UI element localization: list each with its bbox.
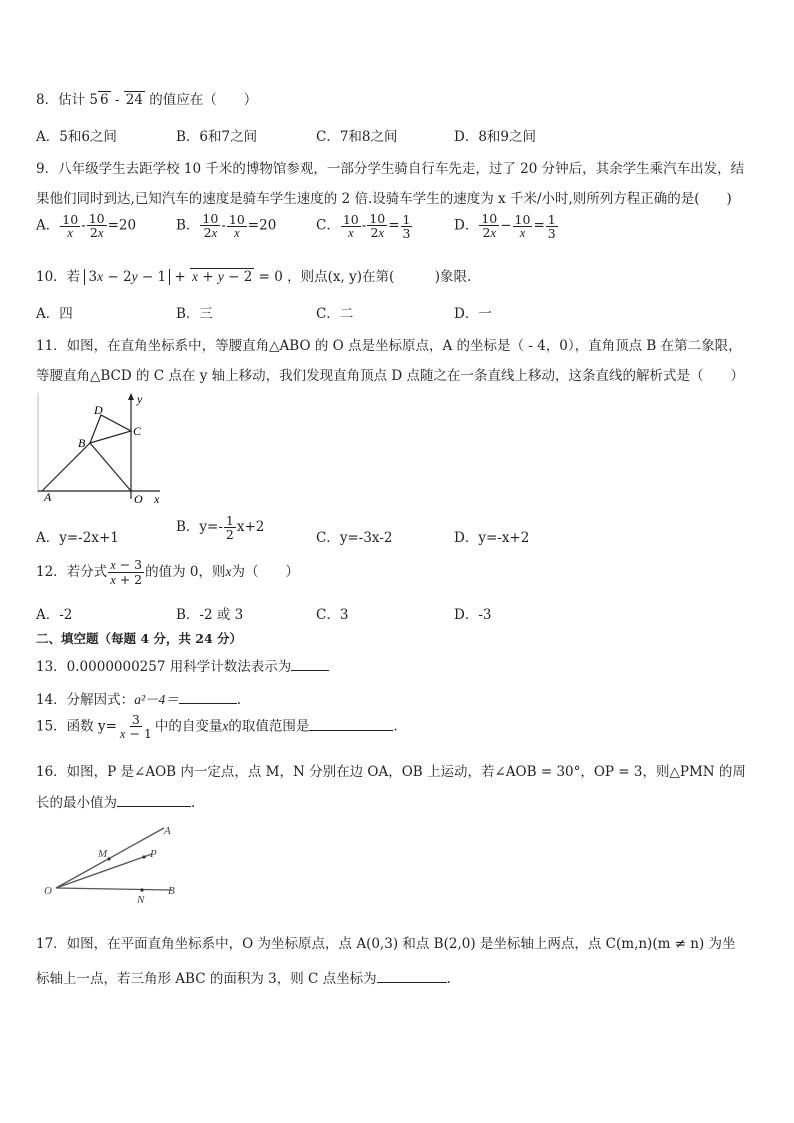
q13-blank [291,656,329,671]
label-m: M [98,848,108,860]
q9-line2: 果他们同时到达,已知汽车的速度是骑车学生速度的 2 倍.设骑车学生的速度为 x 千米/小时,则所列方程正确的是( ) [36,191,732,207]
label-d: D [94,403,103,417]
q11-line2: 等腰直角△BCD 的 C 点在 y 轴上移动，我们发现直角顶点 D 点随之在一条直线上移动，这条直线的解析式是（ ） [36,368,745,384]
section-title: 二、填空题（每题 4 分，共 24 分） [36,631,243,646]
q15-fraction: $\frac{3}{x - 1}$ [119,712,152,742]
q8-option-d: D．8和9之间 [454,129,537,145]
q10-option-d: D．一 [454,306,492,322]
question-12 [36,558,299,587]
q15-blank [309,716,393,731]
q12-var: x [225,564,232,580]
q12-fraction: $\frac{x - 3}{x + 2}$ [110,557,143,588]
q14-blank [179,689,237,704]
question-13: 13．0.0000000257 用科学计数法表示为 [36,655,329,675]
q17-line2: 标轴上一点，若三角形 ABC 的面积为 3，则 C 点坐标为 . [36,967,451,987]
label-o: O [134,492,143,505]
label-a: A [44,490,52,504]
label-n: N [137,894,145,904]
q11-option-b: B．y=- $\frac{1}{2}$ x+2 [176,513,265,543]
q9-option-d: D． $\frac{10}{2x}$ − $\frac{10}{x}$ = $\frac{1}{3}$ [454,211,556,241]
q12-suffix: 为（ ） [231,564,300,581]
question-15: 15．函数 y= $\frac{3}{x - 1}$ 中的自变量x的取值范围是 . [36,712,398,742]
q8-suffix: 的值应在（ ） [149,92,258,108]
label-a: A [164,825,171,837]
q9-line1: 9．八年级学生去距学校 10 千米的博物馆参观，一部分学生骑自行车先走，过了 20 分钟后，其余学生乘汽车出发，结 [36,161,745,177]
q11-line1: 11．如图，在直角坐标系中，等腰直角△ABO 的 O 点是坐标原点，A 的坐标是（ - 4，0），直角顶点 B 在第二象限， [36,338,742,354]
label-c: C [133,424,142,438]
q10-suffix: ，则点(x, y)在第( )象限. [287,269,472,285]
q12-option-d: D．-3 [454,607,492,623]
q11-option-c: C．y=-3x-2 [316,530,393,546]
q11-option-d: D．y=-x+2 [454,530,530,546]
q10-option-c: C．二 [316,306,354,322]
q8-prefix: 8．估计 [36,92,86,108]
q17-line1: 17．如图，在平面直角坐标系中，O 为坐标原点，点 A(0,3) 和点 B(2,0) 是坐标轴上两点，点 C(m,n)(m ≠ n) 为坐 [36,936,736,952]
q12-option-b: B．-2 或 3 [176,607,244,623]
q9-option-c: C． $\frac{10}{x}$ - $\frac{10}{2x}$ = $\frac{1}{3}$ [316,211,411,241]
q10-expression: 3x − 2y − 1 + x + y − 2 = 0 [84,268,282,285]
label-p: P [150,848,157,860]
q16-blank [117,792,191,807]
label-o: O [44,885,52,897]
q8-option-a: A．5和6之间 [36,129,117,145]
q10-option-b: B．三 [176,306,213,322]
q17-blank [377,968,447,983]
q12-prefix: 12．若分式 [36,564,108,581]
q16-line2: 长的最小值为 . [36,791,195,811]
q9-option-b: B． $\frac{10}{2x}$ - $\frac{10}{x}$ =20 [176,211,277,241]
question-8 [36,88,257,108]
label-y: y [137,393,143,406]
q8-option-c: C．7和8之间 [316,129,398,145]
q8-expression: 5 6 - 24 [89,92,143,108]
question-10 [36,265,471,285]
label-x: x [154,492,160,505]
q12-option-c: C．3 [316,607,349,623]
q14-expression: a²－4＝ [134,692,179,707]
q11-option-a: A．y=-2x+1 [36,530,119,546]
q16-figure [40,820,190,904]
q11-figure [36,393,166,505]
q12-mid: 的值为 0，则 [145,564,226,581]
label-b: B [168,885,175,897]
q9-option-a: A． $\frac{10}{x}$ - $\frac{10}{2x}$ =20 [36,211,137,241]
label-b: B [78,436,86,450]
q16-line1: 16．如图，P 是∠AOB 内一定点，点 M，N 分别在边 OA，OB 上运动，若∠AOB = 30°，OP = 3，则△PMN 的周 [36,764,746,780]
q8-option-b: B．6和7之间 [176,129,258,145]
q10-option-a: A．四 [36,306,73,322]
q10-prefix: 10．若 [36,269,81,285]
question-14: 14．分解因式：a²－4＝ . [36,688,241,708]
q12-option-a: A．-2 [36,607,73,623]
